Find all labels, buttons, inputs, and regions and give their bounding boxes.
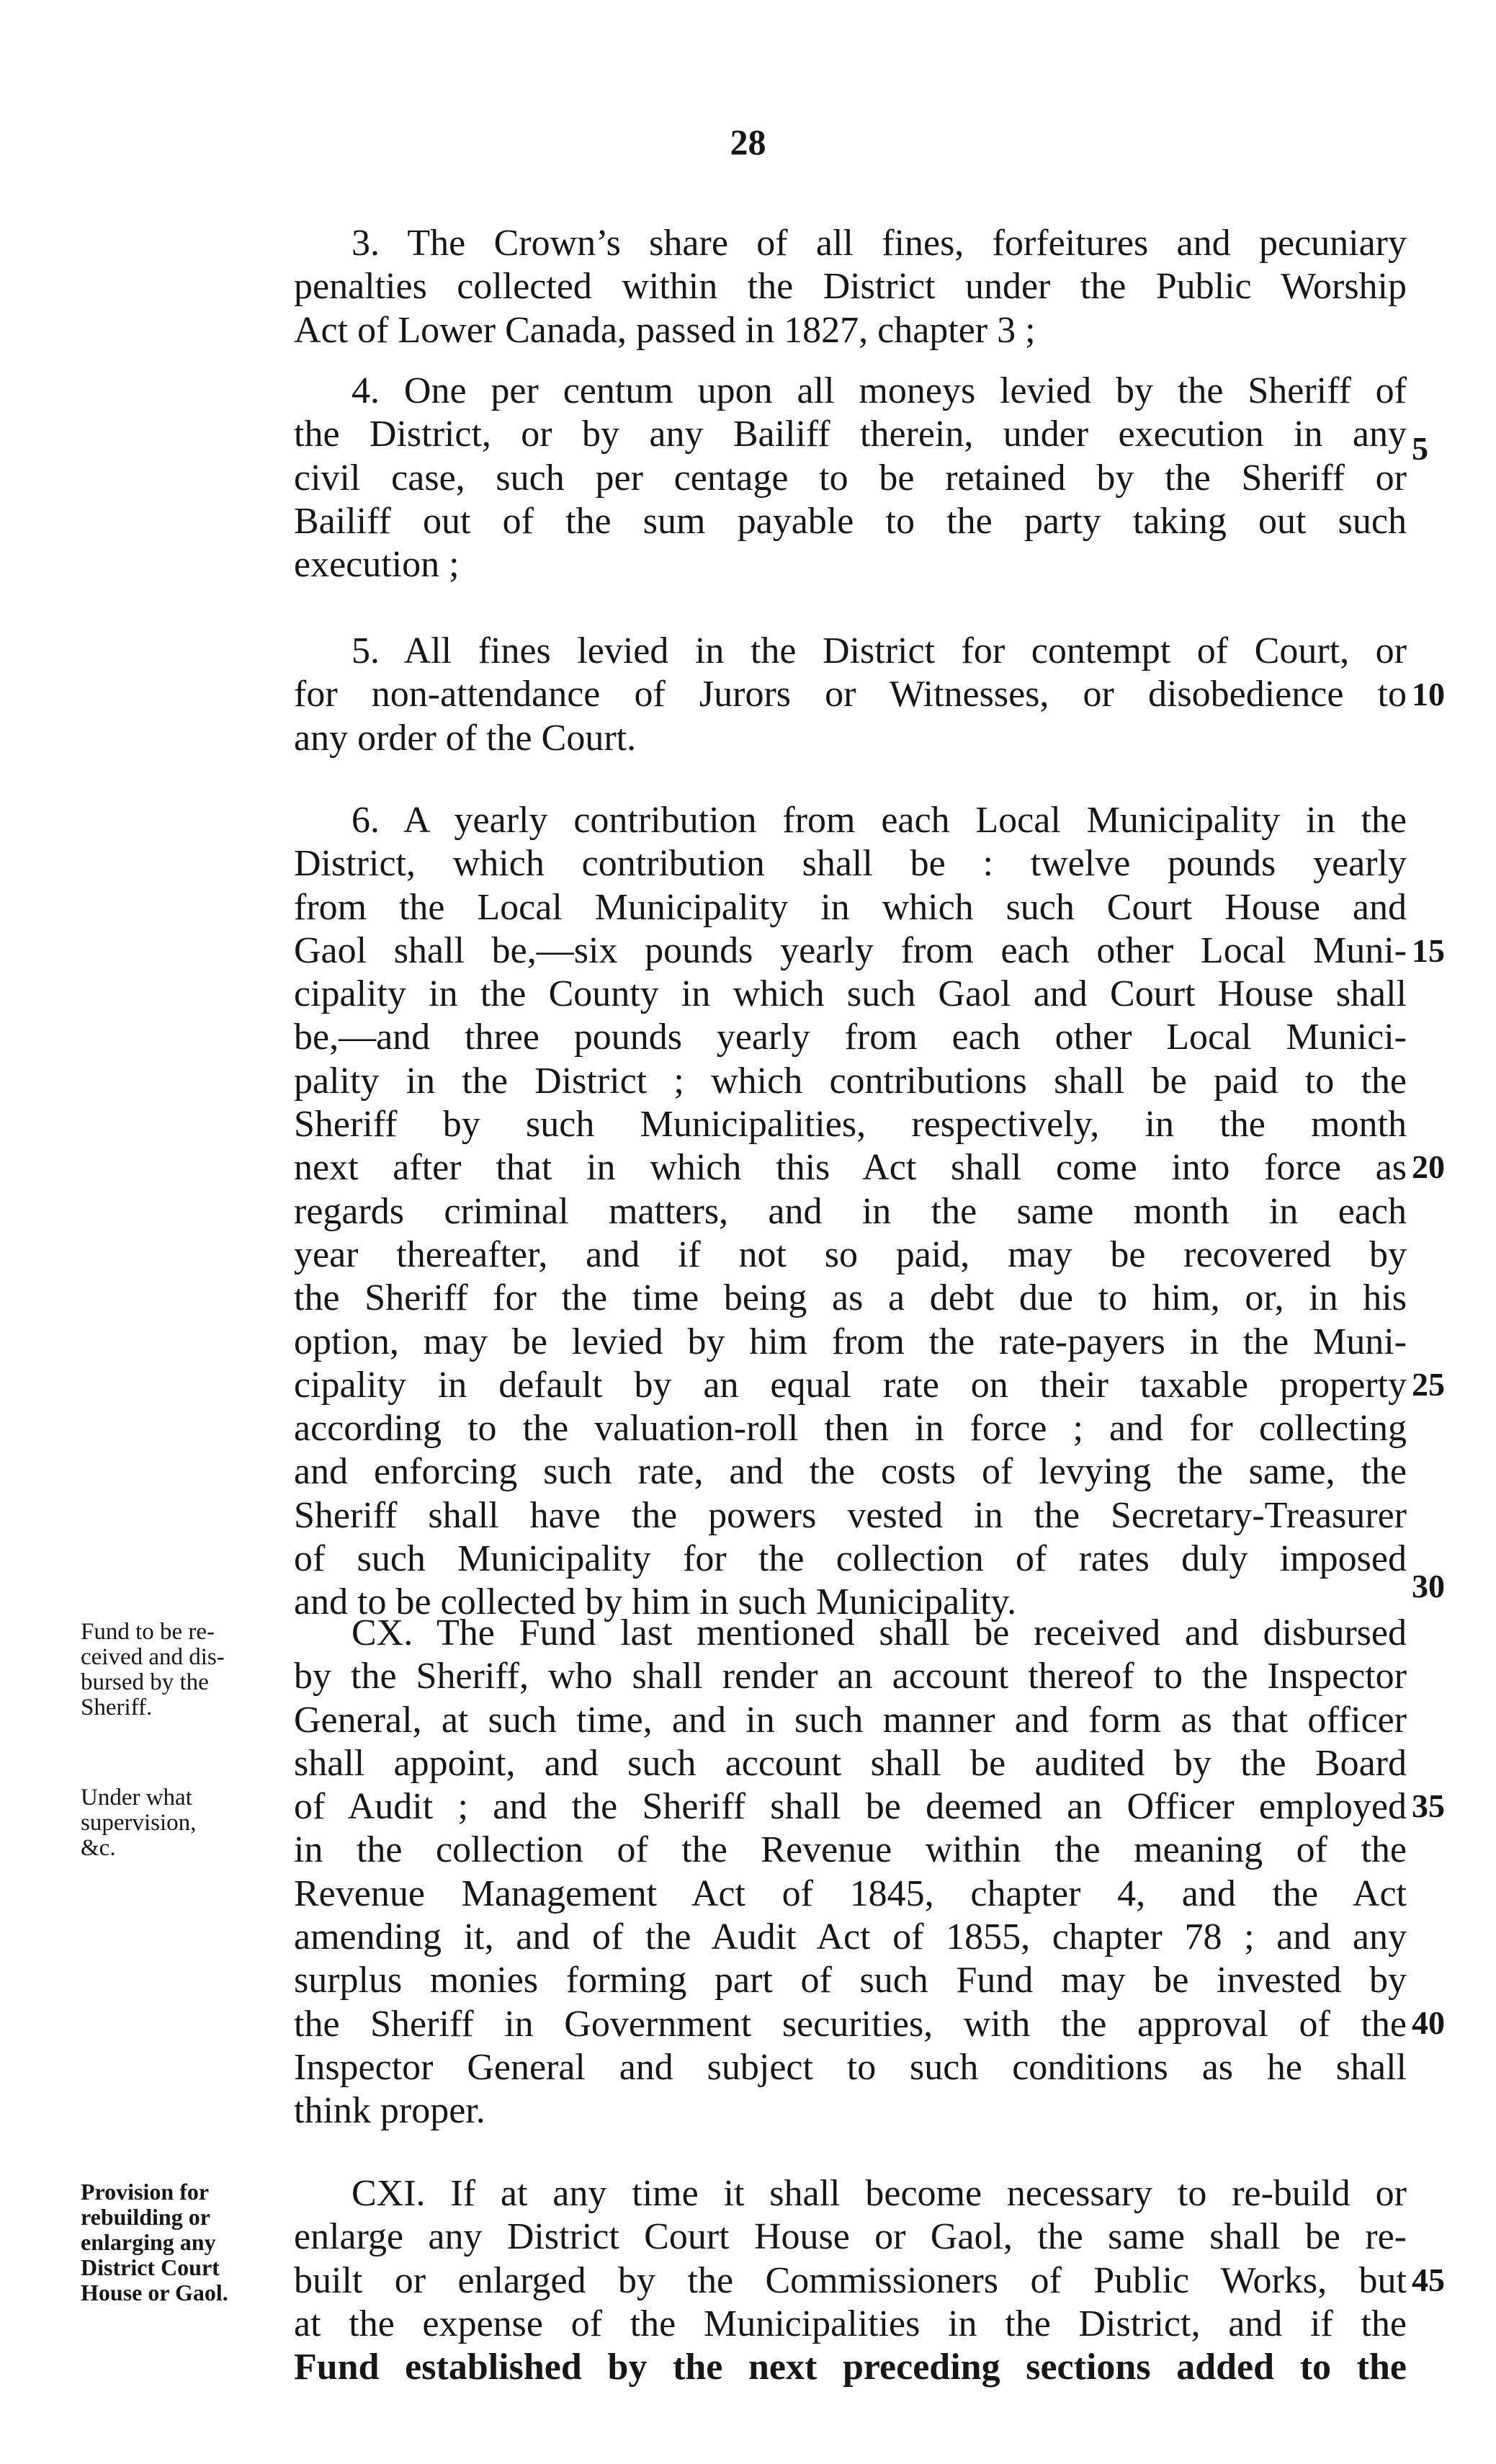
text-line: 6. A yearly contribution from each Local Municipality in the (351, 800, 1407, 841)
line-number: 45 (1412, 2262, 1445, 2298)
text-line: execution ; (294, 544, 460, 586)
margin-note-line: Fund to be re- (81, 1619, 215, 1645)
text-line: 4. One per centum upon all moneys levied by the Sheriff of (351, 370, 1407, 411)
text-line: by the Sheriff, who shall render an account thereof to the Inspector (294, 1656, 1407, 1697)
margin-note-supervision (81, 1785, 290, 1861)
text-line: regards criminal matters, and in the same month in each (294, 1190, 1407, 1232)
page-number: 28 (730, 122, 766, 162)
text-line: for non-attendance of Jurors or Witnesses, or disobedience to (294, 674, 1407, 715)
text-line: next after that in which this Act shall come into force as (294, 1147, 1407, 1189)
text-line: enlarge any District Court House or Gaol, the same shall be re- (294, 2216, 1407, 2258)
line-number: 10 (1412, 676, 1445, 713)
margin-note-line: rebuilding or (81, 2204, 210, 2230)
text-line: any order of the Court. (294, 717, 637, 759)
text-line: cipality in default by an equal rate on their taxable property (294, 1364, 1407, 1406)
line-number: 15 (1412, 932, 1445, 969)
text-line: Sheriff by such Municipalities, respectively, in the month (294, 1104, 1407, 1146)
paragraph-item-6 (294, 799, 1407, 1625)
text-line: shall appoint, and such account shall be audited by the Board (294, 1742, 1407, 1784)
text-line: CXI. If at any time it shall become necessary to re-build or (351, 2173, 1407, 2214)
text-line: in the collection of the Revenue within the meaning of the (294, 1829, 1407, 1871)
text-line: civil case, such per centage to be retained by the Sheriff or (294, 457, 1407, 499)
text-line: and to be collected by him in such Municipality. (294, 1581, 1017, 1623)
text-line: year thereafter, and if not so paid, may be recovered by (294, 1233, 1407, 1275)
margin-note-line: Sheriff. (81, 1695, 153, 1720)
line-number: 30 (1412, 1568, 1445, 1604)
margin-note-line: bursed by the (81, 1669, 209, 1695)
margin-note-fund (81, 1620, 290, 1720)
text-line: according to the valuation-roll then in force ; and for collecting (294, 1408, 1407, 1450)
paragraph-item-4 (294, 370, 1407, 586)
text-line: be,—and three pounds yearly from each other Local Munici- (294, 1017, 1407, 1058)
text-line: option, may be levied by him from the rate-payers in the Muni- (294, 1321, 1407, 1362)
text-line: Sheriff shall have the powers vested in the Secretary-Treasurer (294, 1494, 1407, 1536)
text-line: Revenue Management Act of 1845, chapter 4, and the Act (294, 1872, 1407, 1914)
paragraph-section-cx (294, 1612, 1407, 2133)
paragraph-section-cxi (294, 2172, 1407, 2389)
text-line: of such Municipality for the collection of rates duly imposed (294, 1538, 1407, 1580)
text-line: District, which contribution shall be : twelve pounds yearly (294, 843, 1407, 885)
margin-note-line: House or Gaol. (81, 2280, 228, 2305)
text-line: Gaol shall be,—six pounds yearly from each other Local Muni- (294, 929, 1407, 971)
text-line: cipality in the County in which such Gaol and Court House shall (294, 973, 1407, 1015)
text-line: and enforcing such rate, and the costs of levying the same, the (294, 1451, 1407, 1493)
text-line: at the expense of the Municipalities in the District, and if the (294, 2303, 1407, 2344)
margin-note-line: enlarging any (81, 2229, 216, 2255)
text-line: of Audit ; and the Sheriff shall be deemed an Officer employed (294, 1786, 1407, 1828)
text-line: from the Local Municipality in which such Court House and (294, 886, 1407, 928)
text-line: Act of Lower Canada, passed in 1827, chapter 3 ; (294, 309, 1036, 351)
paragraph-item-5 (294, 630, 1407, 760)
margin-note-line: District Court (81, 2254, 220, 2280)
margin-note-line: supervision, (81, 1810, 197, 1836)
text-line: 3. The Crown’s share of all fines, forfeitures and pecuniary (351, 223, 1407, 264)
line-number: 25 (1412, 1366, 1445, 1403)
text-line: amending it, and of the Audit Act of 1855, chapter 78 ; and any (294, 1916, 1407, 1958)
text-line: CX. The Fund last mentioned shall be received and disbursed (351, 1612, 1407, 1653)
paragraph-item-3 (294, 222, 1407, 352)
margin-note-line: Under what (81, 1785, 192, 1811)
text-line: think proper. (294, 2090, 485, 2132)
text-line: Fund established by the next preceding sections added to the (294, 2347, 1407, 2388)
text-line: Bailiff out of the sum payable to the party taking out such (294, 500, 1407, 542)
text-line: Inspector General and subject to such conditions as he shall (294, 2046, 1407, 2088)
text-line: penalties collected within the District under the Public Worship (294, 266, 1407, 308)
line-number: 35 (1412, 1787, 1445, 1824)
text-line: the District, or by any Bailiff therein, under execution in any (294, 414, 1407, 455)
text-line: built or enlarged by the Commissioners of Public Works, but (294, 2259, 1407, 2301)
line-number: 40 (1412, 2004, 1445, 2041)
text-line: the Sheriff for the time being as a debt due to him, or, in his (294, 1277, 1407, 1319)
text-line: surplus monies forming part of such Fund may be invested by (294, 1960, 1407, 2001)
text-line: 5. All fines levied in the District for contempt of Court, or (351, 630, 1407, 671)
margin-note-line: ceived and dis- (81, 1644, 225, 1670)
line-number: 5 (1412, 430, 1428, 467)
text-line: General, at such time, and in such manner and form as that officer (294, 1699, 1407, 1741)
text-line: pality in the District ; which contributions shall be paid to the (294, 1060, 1407, 1102)
margin-note-rebuilding (81, 2179, 290, 2305)
line-number: 20 (1412, 1148, 1445, 1185)
margin-note-line: Provision for (81, 2179, 210, 2205)
text-line: the Sheriff in Government securities, with the approval of the (294, 2003, 1407, 2045)
margin-note-line: &c. (81, 1835, 116, 1861)
